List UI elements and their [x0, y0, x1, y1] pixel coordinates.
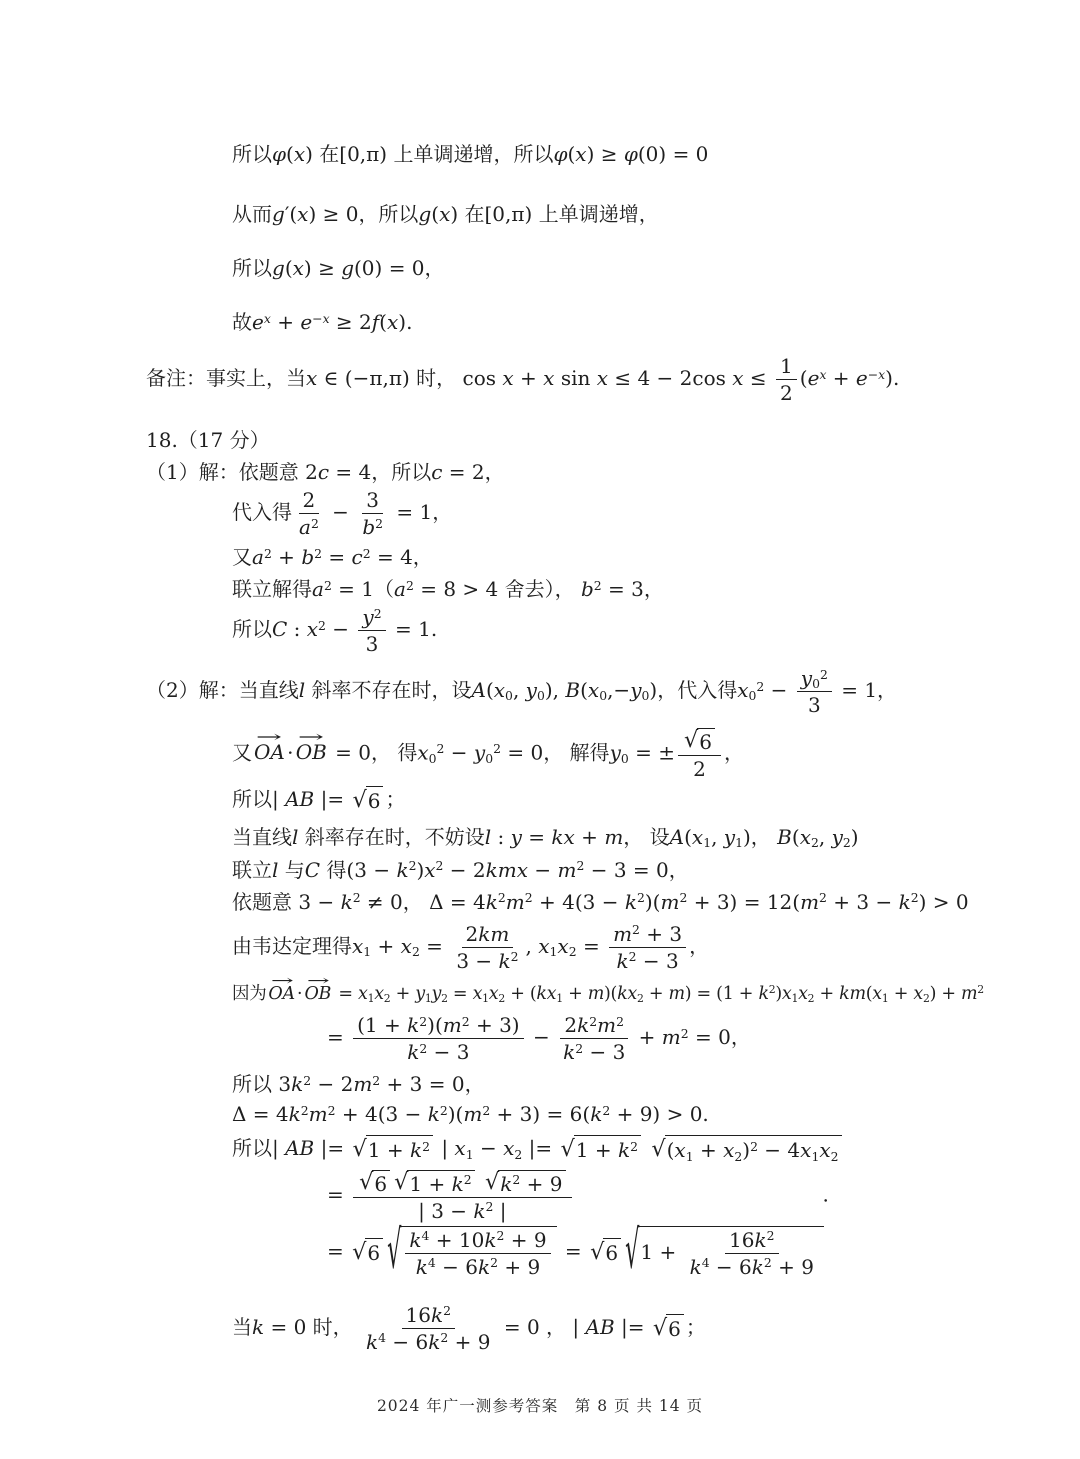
- math-line: 联立l 与C 得$(3 - k^2)x^2 - 2kmx - m^2 - 3 = 0$，: [232, 857, 689, 882]
- math-line: 由韦达定理得x1 + x2 = $\frac{2km}{3 - k^2}$ , x1x2 = $\frac{m^2 + 3}{k^2 - 3}$ ，: [232, 921, 710, 973]
- fraction: $\frac{3}{b^2}$: [362, 488, 384, 539]
- math-line: 所以| AB |= √ $1 + k^2$ | x1 − x2 |= √ $1 + k^2$ √ $(x1 + x2)^2 - 4x1x2$: [0, 1135, 1080, 1164]
- vector-arrow: OA →: [266, 983, 296, 1007]
- math-line: $\Delta = 4k^2m^2 + 4(3 - k^2)(m^2 + 3) = 6(k^2 + 9) > 0$.: [232, 1102, 709, 1127]
- fraction: $\frac{y^2}{3}$: [358, 605, 385, 656]
- radical: √ 6: [653, 1314, 684, 1343]
- fraction: $\frac{2k^2m^2}{k^2 - 3}$: [559, 1013, 629, 1064]
- math-line: 依题意 $3 - k^2 \ne 0$， $\Delta = 4k^2m^2 + 4(3 - k^2)(m^2 + 3) = 12(m^2 + 3 - k^2) > 0$: [232, 889, 969, 914]
- math-line: （1）解：依题意 2c = 4，所以c = 2，: [146, 460, 505, 484]
- math-line: 又 OA → ⋅ OB → = 0， 得$x0^2 - y0^2 = 0$， 解得y0 = ± √ 6 2 ，: [0, 727, 1080, 781]
- vector-arrow: OB →: [294, 739, 329, 766]
- math-line: 故$e^x + e^{-x} \ge 2f(x)$.: [232, 310, 413, 334]
- math-line: 联立解得$a^2 = 1(a^2 = 8 > 4$ 舍去）， $b^2 = 3$，: [232, 577, 664, 601]
- fraction: $\frac{2}{a^2}$: [299, 488, 319, 539]
- fraction: √ 6 2: [678, 727, 721, 781]
- fraction: $\frac{16k^2}{k^4 - 6k^2 + 9}$: [689, 1227, 814, 1279]
- math-line: 因为 OA → ⋅ OB → = $x1x2 + y1y2 = x1x2 + (kx1 + m)(kx2 + m) = (1 + k^2)x1x2 + km(x1 + x2) + m^2$: [0, 981, 1080, 1007]
- fraction: √ 6 √ $1 + k^2$ √ $k^2 + 9$ | $3 - k^2$ |: [353, 1169, 571, 1223]
- radical: √ $1 + k^2$: [394, 1170, 475, 1196]
- vector-arrow: OA →: [252, 739, 287, 766]
- radical: √ $1 + k^2$: [352, 1135, 433, 1164]
- math-line: 所以 $3k^2 - 2m^2 + 3 = 0$，: [232, 1072, 485, 1097]
- math-line: 所以C : $x^2$ − $\frac{y^2}{3}$ = 1.: [232, 605, 438, 656]
- math-line: 当直线l 斜率存在时，不妨设l : y = kx + m， 设A(x1, y1)， B(x2, y2): [232, 824, 859, 850]
- math-line: 18.（17 分）: [146, 428, 270, 452]
- fraction: $\frac{m^2 + 3}{k^2 - 3}$: [609, 922, 686, 973]
- radical: √ 6: [590, 1238, 621, 1267]
- page-footer: 2024 年广一测参考答案 第 8 页 共 14 页: [376, 1396, 704, 1415]
- radical: √ 6: [684, 728, 715, 754]
- math-line: = √ 6 √ $\frac{k^4 + 10k^2 + 9}{k^4 - 6k^2 + 9}$ = √ 6 √ 1 + $\frac{16k^2}{k^4 - 6k^2 + 9}$: [0, 1226, 1080, 1279]
- math-line: 所以| AB |= √ 6 ；: [232, 786, 406, 813]
- radical: √ 1 + $\frac{16k^2}{k^4 - 6k^2 + 9}$: [625, 1226, 824, 1279]
- math-line: 所以g(x) ≥ g(0) = 0，: [232, 256, 445, 280]
- math-line: 又$a^2 + b^2 = c^2 = 4$，: [232, 545, 433, 569]
- radical: √ 6: [352, 786, 383, 815]
- fraction: $\frac{(1 + k^2)(m^2 + 3)}{k^2 - 3}$: [353, 1013, 523, 1064]
- math-line: 备注：事实上，当x ∈ (−π,π) 时， cos x + x sin x ≤ 4 − 2cos x ≤ $\frac{1}{2}$ $(e^x + e^{-x})$.: [146, 354, 900, 405]
- vector-arrow: OB →: [303, 983, 334, 1007]
- math-line: （2）解：当直线l 斜率不存在时，设A(x0, y0), B(x0,−y0)，代入得$x0^2$ − $\frac{y0^2}{3}$ = 1，: [146, 666, 898, 717]
- math-line: = $\frac{(1 + k^2)(m^2 + 3)}{k^2 - 3}$ − $\frac{2k^2m^2}{k^2 - 3}$ + $m^2 = 0$，: [327, 1013, 751, 1065]
- radical: √ $1 + k^2$: [560, 1135, 641, 1164]
- math-line: = √ 6 √ $1 + k^2$ √ $k^2 + 9$ | $3 - k^2$ | .: [327, 1169, 829, 1223]
- radical: √ 6: [359, 1170, 390, 1196]
- fraction: $\frac{1}{2}$: [776, 354, 797, 405]
- fraction: $\frac{2km}{3 - k^2}$: [456, 921, 519, 973]
- radical: √ $(x1 + x2)^2 - 4x1x2$: [651, 1135, 841, 1164]
- fraction: $\frac{k^4 + 10k^2 + 9}{k^4 - 6k^2 + 9}$: [405, 1228, 550, 1279]
- math-line: 所以φ(x) 在[0,π) 上单调递增，所以φ(x) ≥ φ(0) = 0: [232, 142, 709, 166]
- fraction: $\frac{16k^2}{k^4 - 6k^2 + 9}$: [366, 1302, 491, 1354]
- radical: √ $\frac{k^4 + 10k^2 + 9}{k^4 - 6k^2 + 9}$: [387, 1226, 556, 1279]
- radical: √ $k^2 + 9$: [485, 1170, 566, 1196]
- math-line: 代入得 $\frac{2}{a^2}$ − $\frac{3}{b^2}$ = 1，: [232, 488, 453, 539]
- fraction: $\frac{y0^2}{3}$: [797, 666, 832, 717]
- math-line: 当k = 0 时， $\frac{16k^2}{k^4 - 6k^2 + 9}$ = 0 ， | AB |= √ 6 ；: [232, 1302, 706, 1354]
- math-line: 从而g′(x) ≥ 0，所以g(x) 在[0,π) 上单调递增，: [232, 202, 659, 226]
- radical: √ 6: [352, 1238, 383, 1267]
